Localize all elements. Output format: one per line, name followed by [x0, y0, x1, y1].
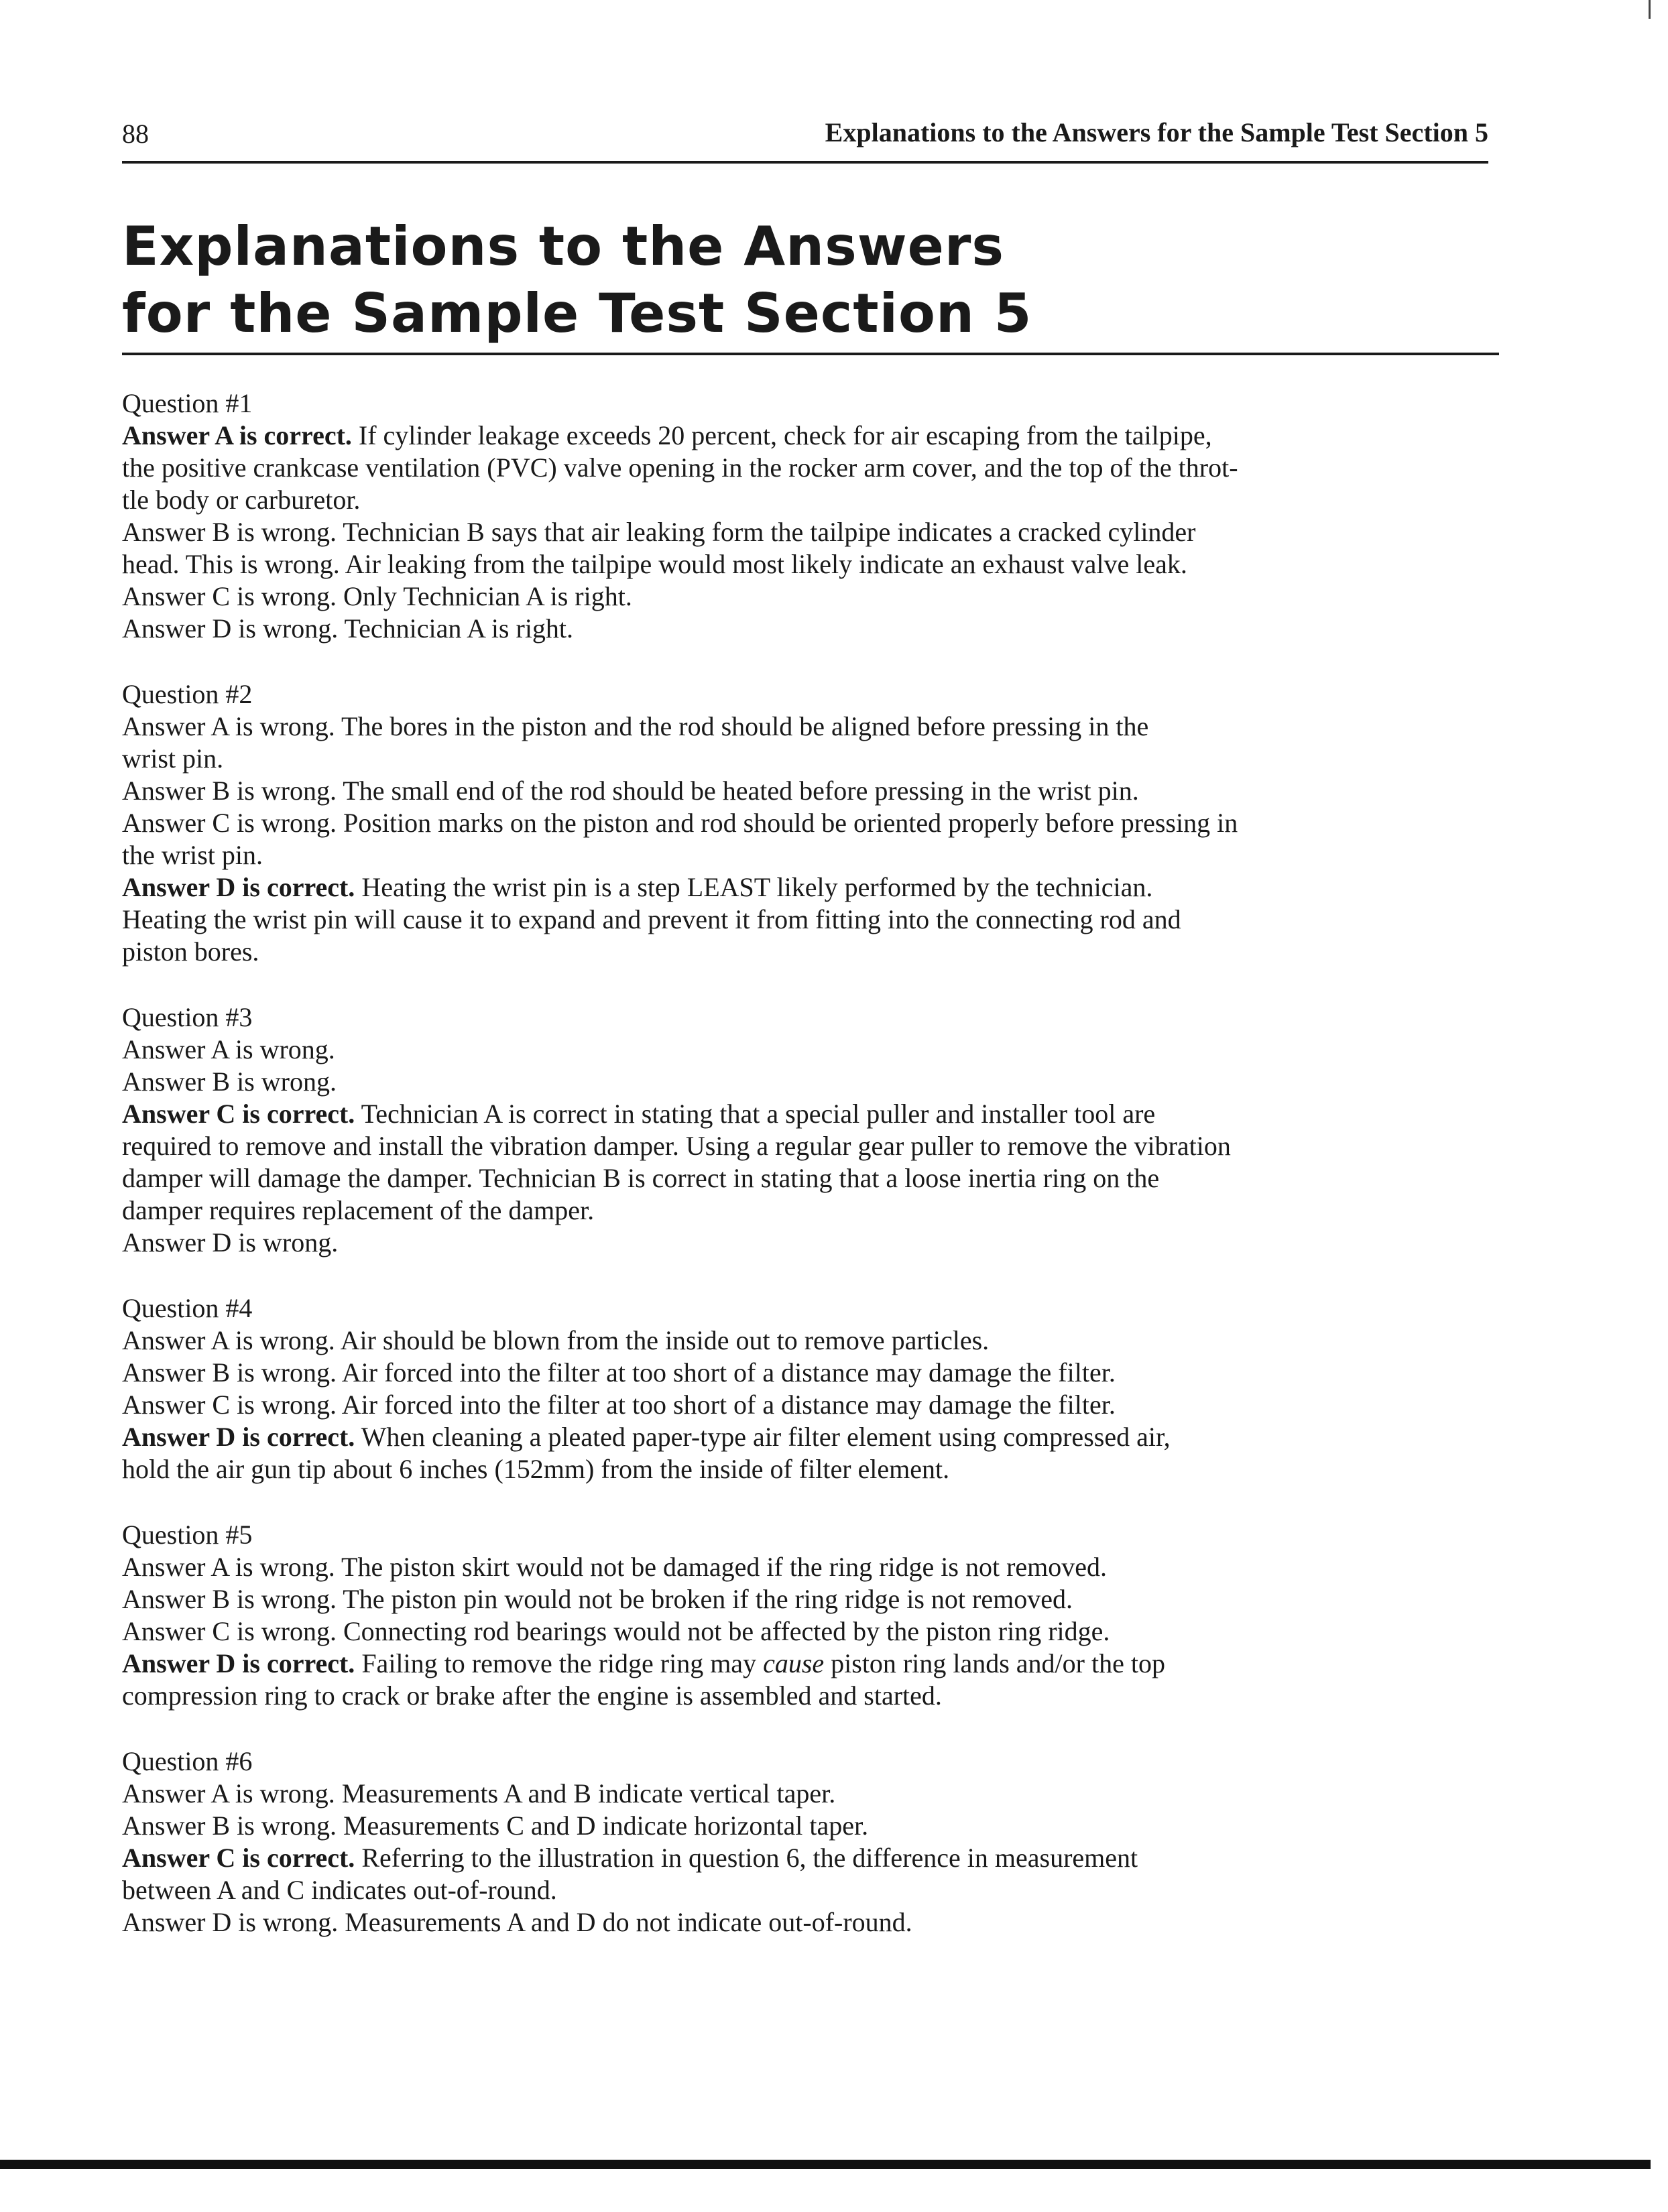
explanation-line: [122, 1453, 1496, 1485]
explanation-line: [122, 1162, 1496, 1194]
explanation-line: [122, 904, 1496, 936]
explanation-text: piston ring lands and/or the top: [824, 1648, 1165, 1678]
question-block: [122, 678, 1496, 968]
explanation-text: damper requires replacement of the damper.: [122, 1195, 595, 1225]
correct-answer-label: Answer D is correct.: [122, 872, 355, 902]
page-edge-mark: [1649, 0, 1651, 19]
footer-rule: [0, 2160, 1651, 2169]
explanation-line: [122, 1389, 1496, 1421]
explanation-line: [122, 548, 1496, 580]
explanation-text: tle body or carburetor.: [122, 485, 361, 515]
explanation-line: [122, 1810, 1496, 1842]
explanation-line: [122, 775, 1496, 807]
explanation-text: Answer B is wrong. Air forced into the filter at too short of a distance may damage the filter.: [122, 1357, 1116, 1388]
explanation-text: Heating the wrist pin will cause it to expand and prevent it from fitting into the connecting rod and: [122, 904, 1181, 934]
explanation-line: [122, 1680, 1496, 1712]
explanation-text: required to remove and install the vibration damper. Using a regular gear puller to remove the vibration: [122, 1131, 1231, 1161]
correct-answer-label: Answer D is correct.: [122, 1648, 355, 1678]
page-title-line-1: Explanations to the Answers: [122, 215, 1004, 278]
explanation-text: Answer C is wrong. Air forced into the filter at too short of a distance may damage the filter.: [122, 1390, 1116, 1420]
explanation-text: Answer D is wrong. Technician A is right.: [122, 613, 574, 643]
question-heading: Question #5: [122, 1520, 253, 1550]
page-number: 88: [122, 119, 149, 149]
question-block: [122, 1292, 1496, 1485]
page-title: [122, 213, 1032, 347]
explanation-text: Answer A is wrong. The piston skirt would not be damaged if the ring ridge is not removed.: [122, 1552, 1108, 1582]
explanation-text: Answer A is wrong. Air should be blown from the inside out to remove particles.: [122, 1325, 990, 1355]
explanation-line: [122, 1583, 1496, 1615]
explanation-line: [122, 807, 1496, 839]
explanation-text: piston bores.: [122, 936, 259, 967]
explanation-text: Technician A is correct in stating that a special puller and installer tool are: [355, 1099, 1156, 1129]
explanation-line: [122, 1906, 1496, 1939]
explanation-text: Answer B is wrong. The piston pin would not be broken if the ring ridge is not removed.: [122, 1584, 1073, 1614]
emphasis-text: cause: [763, 1648, 825, 1678]
explanation-line: [122, 1357, 1496, 1389]
explanation-text: Failing to remove the ridge ring may: [355, 1648, 764, 1678]
explanation-line: [122, 1227, 1496, 1259]
explanation-text: Answer B is wrong. Measurements C and D indicate horizontal taper.: [122, 1810, 869, 1841]
question-block: [122, 1745, 1496, 1939]
explanation-line: [122, 936, 1496, 968]
explanation-line: [122, 1130, 1496, 1162]
explanation-text: Answer B is wrong. The small end of the rod should be heated before pressing in the wrist pin.: [122, 776, 1139, 806]
explanation-line: [122, 1421, 1496, 1453]
question-heading: Question #3: [122, 1002, 253, 1032]
explanation-line: [122, 420, 1496, 452]
explanation-line: [122, 452, 1496, 484]
page-title-line-2: for the Sample Test Section 5: [122, 282, 1032, 345]
explanation-text: Answer C is wrong. Only Technician A is right.: [122, 581, 632, 611]
question-heading: Question #2: [122, 679, 253, 709]
explanation-text: Answer D is wrong. Measurements A and D do not indicate out-of-round.: [122, 1907, 912, 1937]
explanation-line: [122, 839, 1496, 871]
explanation-line: [122, 1778, 1496, 1810]
explanation-text: damper will damage the damper. Technician B is correct in stating that a loose inertia ring on the: [122, 1163, 1160, 1193]
explanation-line: [122, 613, 1496, 645]
question-heading: Question #6: [122, 1746, 253, 1776]
explanation-line: [122, 1842, 1496, 1874]
explanation-text: Answer C is wrong. Position marks on the piston and rod should be oriented properly before pressing in: [122, 808, 1238, 838]
explanation-line: [122, 1615, 1496, 1648]
explanation-text: If cylinder leakage exceeds 20 percent, check for air escaping from the tailpipe,: [351, 420, 1212, 450]
explanation-text: the wrist pin.: [122, 840, 263, 870]
explanation-text: Answer B is wrong. Technician B says that air leaking form the tailpipe indicates a cracked cylinder: [122, 517, 1196, 547]
explanation-text: Answer A is wrong. Measurements A and B indicate vertical taper.: [122, 1778, 836, 1808]
explanation-text: hold the air gun tip about 6 inches (152mm) from the inside of filter element.: [122, 1454, 950, 1484]
explanation-line: [122, 580, 1496, 613]
explanation-line: [122, 1066, 1496, 1098]
correct-answer-label: Answer C is correct.: [122, 1099, 355, 1129]
explanation-text: Answer B is wrong.: [122, 1066, 337, 1097]
explanation-text: Answer C is wrong. Connecting rod bearings would not be affected by the piston ring ridge.: [122, 1616, 1110, 1646]
explanation-text: Answer A is wrong.: [122, 1034, 335, 1064]
explanation-line: [122, 1325, 1496, 1357]
explanation-text: Referring to the illustration in question 6, the difference in measurement: [355, 1843, 1138, 1873]
correct-answer-label: Answer D is correct.: [122, 1422, 355, 1452]
correct-answer-label: Answer A is correct.: [122, 420, 352, 450]
explanation-line: [122, 711, 1496, 743]
explanation-text: wrist pin.: [122, 743, 224, 774]
question-heading: Question #4: [122, 1293, 253, 1323]
explanation-line: [122, 743, 1496, 775]
question-heading: Question #1: [122, 388, 253, 418]
explanation-text: Answer A is wrong. The bores in the piston and the rod should be aligned before pressing in the: [122, 711, 1149, 741]
explanation-text: When cleaning a pleated paper-type air filter element using compressed air,: [355, 1422, 1171, 1452]
answers-content: [122, 387, 1496, 1972]
explanation-text: the positive crankcase ventilation (PVC) valve opening in the rocker arm cover, and the top of the throt-: [122, 452, 1238, 483]
explanation-line: [122, 1874, 1496, 1906]
running-header-title: Explanations to the Answers for the Sample Test Section 5: [825, 117, 1488, 147]
question-block: [122, 387, 1496, 645]
header-rule: [122, 161, 1488, 164]
explanation-text: compression ring to crack or brake after the engine is assembled and started.: [122, 1680, 942, 1711]
title-rule: [122, 353, 1499, 355]
explanation-line: [122, 1034, 1496, 1066]
explanation-text: between A and C indicates out-of-round.: [122, 1875, 557, 1905]
correct-answer-label: Answer C is correct.: [122, 1843, 355, 1873]
explanation-line: [122, 1648, 1496, 1680]
explanation-text: Answer D is wrong.: [122, 1227, 339, 1257]
explanation-line: [122, 1551, 1496, 1583]
question-block: [122, 1519, 1496, 1712]
explanation-line: [122, 516, 1496, 548]
explanation-line: [122, 1194, 1496, 1227]
explanation-line: [122, 1098, 1496, 1130]
explanation-line: [122, 871, 1496, 904]
question-block: [122, 1001, 1496, 1259]
explanation-text: head. This is wrong. Air leaking from the tailpipe would most likely indicate an exhaust valve leak.: [122, 549, 1187, 579]
explanation-line: [122, 484, 1496, 516]
explanation-text: Heating the wrist pin is a step LEAST likely performed by the technician.: [355, 872, 1153, 902]
